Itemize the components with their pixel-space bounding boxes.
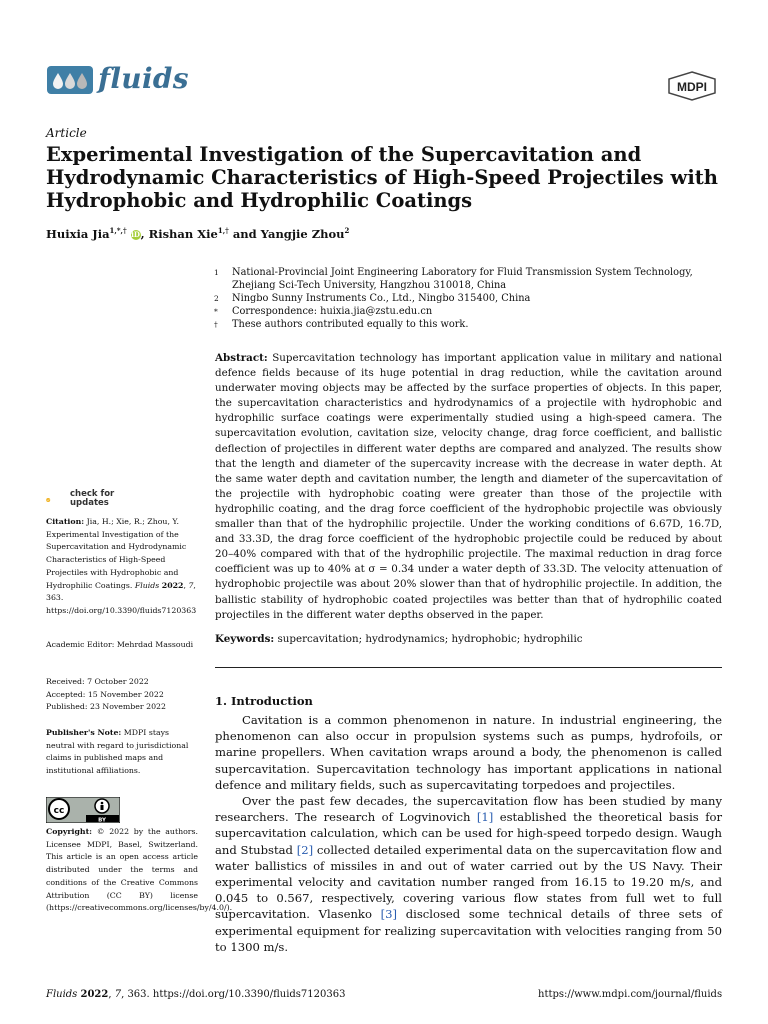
citation-block: Citation: Jia, H.; Xie, R.; Zhou, Y. Experimental Investigation of the Supercavitation and Hydrodynamic Characteristics of High-Speed Projectiles with Hydrophobic and Hydrophilic Coatings. Fluids 2022, 7, 363. https://doi.org/10.3390/fluids7120363 xyxy=(46,517,197,615)
article-title: Experimental Investigation of the Supercavitation and Hydrodynamic Characteristics of High-Speed Projectiles with Hydrophobic and Hydrophilic Coatings xyxy=(46,143,718,212)
journal-logo-icon xyxy=(47,66,93,94)
correspondence: * Correspondence: huixia.jia@zstu.edu.cn xyxy=(214,306,433,317)
section-heading: 1. Introduction xyxy=(215,694,313,708)
mdpi-logo-icon xyxy=(666,71,718,101)
author-name: , Rishan Xie xyxy=(140,226,218,241)
academic-editor: Academic Editor: Mehrdad Massoudi xyxy=(46,640,194,649)
accepted-date: Accepted: 15 November 2022 xyxy=(46,689,164,699)
author-name: Huixia Jia xyxy=(46,226,110,241)
svg-text:cc: cc xyxy=(53,806,65,816)
author-list xyxy=(46,226,349,241)
author-affil-mark: 1,† xyxy=(217,226,229,235)
citation-link[interactable]: [2] xyxy=(296,842,314,857)
cc-by-label: BY xyxy=(98,817,106,823)
keywords xyxy=(215,633,722,645)
dates-block xyxy=(46,676,198,714)
orcid-icon[interactable]: iD xyxy=(131,229,140,239)
publisher-note: Publisher's Note: MDPI stays neutral with regard to jurisdictional claims in published maps and institutional affiliations. xyxy=(46,728,189,776)
author-affil-mark: 2 xyxy=(344,226,350,235)
author-name: and Yangjie Zhou xyxy=(228,226,345,241)
abstract-text: Supercavitation technology has important application value in military and national defence fields because of its huge potential in drag reduction, while the cavitation around underwater moving objects may be affected by the surface properties of objects. In this paper, the supercavitation characteristics and hydrodynamics of a projectile with hydrophobic and hydrophilic surface coatings were experimentally studied using a high-speed camera. The supercavitation evolution, cavitation size, velocity change, drag force coefficient, and ballistic deflection of projectiles in different water depths are compared and analyzed. The results show that the length and diameter of the supercavity increase with the decrease in water depth. At the same water depth and cavitation number, the length and diameter of the supercavitation of the projectile with hydrophobic coating were greater than those of the projectile with hydrophilic coating, and the drag force coefficient of the hydrophobic projectile was obviously smaller than that of the hydrophilic projectile. Under the working conditions of 6.67D, 16.7D, and 33.3D, the drag force coefficient of the hydrophobic projectile could be reduced by about 20–40% compared with that of the hydrophilic projectile. The maximal reduction in drag force coefficient was up to 40% at σ = 0.34 under a water depth of 33.3D. The velocity attenuation of hydrophobic projectile was about 20% slower than that of hydrophilic projectile. In addition, the ballistic stability of hydrophobic coated projectiles was better than that of hydrophilic coated projectiles in the different water depths observed in the paper. xyxy=(215,352,722,621)
abstract xyxy=(215,351,722,623)
article-type: Article xyxy=(46,126,87,140)
published-date: Published: 23 November 2022 xyxy=(46,702,166,712)
publisher-name: MDPI xyxy=(677,80,707,94)
keywords-label: Keywords: xyxy=(215,633,275,645)
footer-journal-url[interactable]: https://www.mdpi.com/journal/fluids xyxy=(538,989,723,1000)
check-for-updates-icon[interactable] xyxy=(46,488,70,512)
citation-link[interactable]: [3] xyxy=(380,907,398,922)
keywords-text: supercavitation; hydrodynamics; hydrophobic; hydrophilic xyxy=(277,633,583,645)
check-for-updates-label[interactable]: check for updates xyxy=(70,489,115,508)
journal-name: fluids xyxy=(98,62,189,95)
affiliations xyxy=(214,266,724,331)
paragraph: Cavitation is a common phenomenon in nature. In industrial engineering, the phenomenon can also occur in propulsion systems such as pumps, hydrofoils, or marine propellers. When cavitation wraps around a body, the phenomenon is called supercavitation. Supercavitation technology has important applications in national defence and military fields, such as supercavitating torpedoes and projectiles. xyxy=(215,713,722,792)
section-divider xyxy=(215,667,722,668)
equal-contribution-note: † These authors contributed equally to this work. xyxy=(214,319,469,330)
paragraph: Over the past few decades, the supercavitation flow has been studied by many researchers. The research of Logvinovich [1] established the theoretical basis for supercavitation calculation, which can be used for high-speed torpedo design. Waugh and Stubstad [2] collected detailed experimental data on the supercavitation flow and water ballistics of missiles in and out of water carried out by the US Navy. Their experimental velocity and cavitation number ranged from 16.15 to 19.20 m/s, and 0.045 to 0.567, respectively, covering various flow states from full wet to full supercavitation. Vlasenko [3] disclosed some technical details of three sets of experimental equipment for realizing supercavitation with velocities ranging from 50 to 1300 m/s. xyxy=(215,794,723,954)
footer-doi-link[interactable]: 363. https://doi.org/10.3390/fluids7120363 xyxy=(127,989,346,1000)
author-affil-mark: 1,*,† xyxy=(109,226,127,235)
footer-citation: Fluids 2022, 7, 363. https://doi.org/10.3390/fluids7120363 xyxy=(46,989,346,1000)
received-date: Received: 7 October 2022 xyxy=(46,677,149,686)
affiliation-item: 2 Ningbo Sunny Instruments Co., Ltd., Ningbo 315400, China xyxy=(214,293,531,304)
copyright-block: Copyright: © 2022 by the authors. Licensee MDPI, Basel, Switzerland. This article is an open access article distributed under the terms and conditions of the Creative Commons Attribution (CC BY) license (https://creativecommons.org/licenses/by/4.0/). xyxy=(46,827,233,913)
introduction-body xyxy=(215,712,722,955)
citation-link[interactable]: [1] xyxy=(476,810,494,825)
cc-by-license-icon[interactable] xyxy=(46,797,120,823)
affiliation-item: 1 National-Provincial Joint Engineering Laboratory for Fluid Transmission System Technology, Zhejiang Sci-Tech University, Hangzhou 310018, China xyxy=(214,267,693,291)
abstract-label: Abstract: xyxy=(215,352,268,364)
